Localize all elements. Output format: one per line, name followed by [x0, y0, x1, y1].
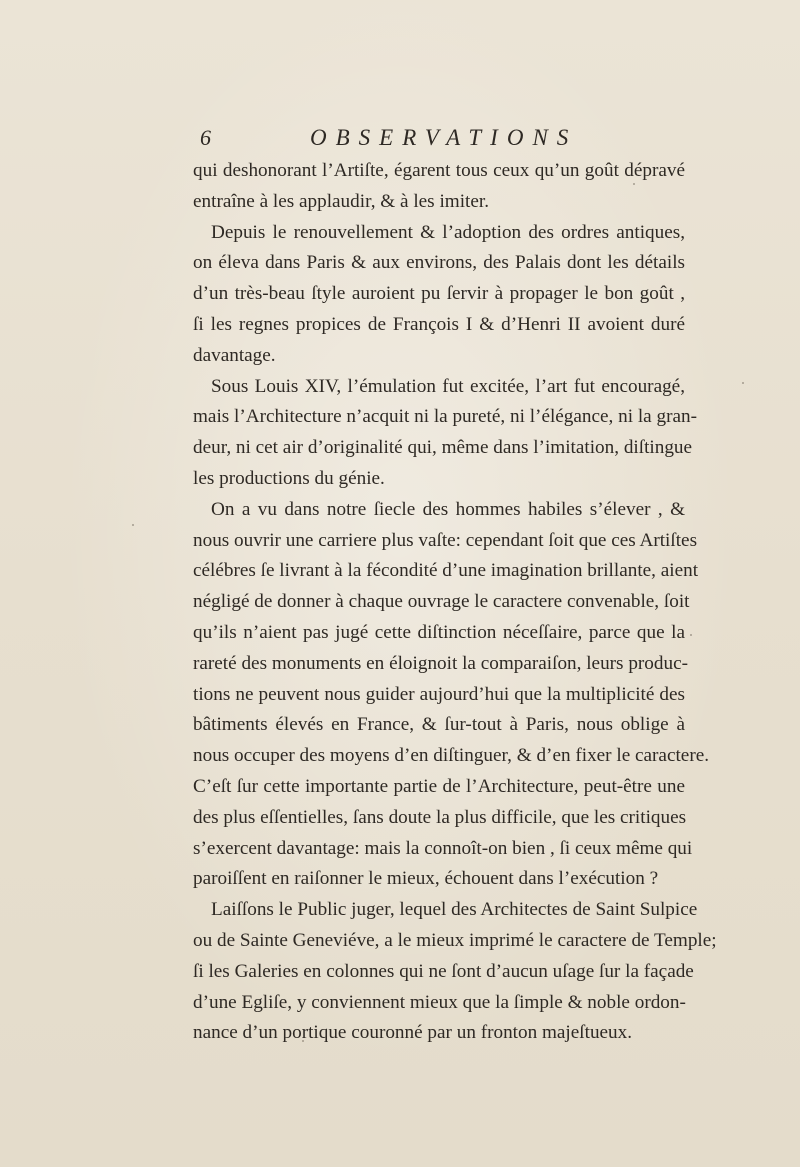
text-line: Sous Louis XIV, l’émulation fut excitée, l’art fut encouragé,: [211, 375, 685, 397]
text-line: les productions du génie.: [193, 467, 385, 489]
text-line: entraîne à les applaudir, & à les imiter.: [193, 190, 489, 212]
text-line: mais l’Architecture n’acquit ni la pureté, ni l’élégance, ni la gran-: [193, 406, 697, 428]
paper-speck: [302, 1040, 304, 1042]
text-line: qui deshonorant l’Artiſte, égarent tous ceux qu’un goût dépravé: [193, 160, 685, 181]
text-line: d’un très-beau ſtyle auroient pu ſervir à propager le bon goût ,: [193, 283, 685, 305]
page-header: [200, 124, 620, 152]
text-line: ſi les regnes propices de François I & d’Henri II avoient duré: [193, 313, 685, 335]
text-line: on éleva dans Paris & aux environs, des Palais dont les détails: [193, 252, 685, 274]
text-line: d’une Egliſe, y conviennent mieux que la ſimple & noble ordon-: [193, 991, 686, 1013]
text-line: nous occuper des moyens d’en diſtinguer, & d’en fixer le caractere.: [193, 745, 710, 767]
text-line: Depuis le renouvellement & l’adoption des ordres antiques,: [211, 221, 685, 243]
paper-speck: [132, 524, 134, 526]
text-line: célébres ſe livrant à la fécondité d’une imagination brillante, aient: [193, 560, 699, 582]
text-line: davantage.: [193, 344, 276, 366]
paper-speck: [690, 634, 692, 636]
text-line: qu’ils n’aient pas jugé cette diſtinction néceſſaire, parce que la: [193, 621, 685, 643]
page-number: 6: [200, 125, 211, 150]
paper-speck: [633, 183, 635, 185]
text-line: s’exercent davantage: mais la connoît-on bien , ſi ceux même qui: [193, 837, 693, 859]
text-line: Laiſſons le Public juger, lequel des Architectes de Saint Sulpice: [211, 899, 698, 921]
text-line: nous ouvrir une carriere plus vaſte: cependant ſoit que ces Artiſtes: [193, 529, 698, 551]
text-line: rareté des monuments en éloignoit la comparaiſon, leurs produc-: [193, 652, 688, 674]
text-line: On a vu dans notre ſiecle des hommes habiles s’élever , &: [211, 498, 685, 520]
text-line: paroiſſent en raiſonner le mieux, échouent dans l’exécution ?: [193, 868, 659, 890]
text-line: des plus eſſentielles, ſans doute la plus difficile, que les critiques: [193, 806, 687, 828]
text-line: négligé de donner à chaque ouvrage le caractere convenable, ſoit: [193, 591, 690, 613]
running-head: OBSERVATIONS: [310, 125, 578, 150]
text-line: C’eſt ſur cette importante partie de l’Architecture, peut-être une: [193, 775, 685, 797]
text-line: ſi les Galeries en colonnes qui ne ſont d’aucun uſage ſur la façade: [193, 960, 694, 982]
paper-speck: [742, 382, 744, 384]
text-line: bâtiments élevés en France, & ſur-tout à Paris, nous oblige à: [193, 714, 685, 736]
body-text: [193, 156, 717, 1049]
text-line: ou de Sainte Geneviéve, a le mieux imprimé le caractere de Temple;: [193, 929, 717, 951]
text-line: tions ne peuvent nous guider aujourd’hui que la multiplicité des: [193, 683, 685, 705]
text-line: nance d’un portique couronné par un fronton majeſtueux.: [193, 1022, 633, 1044]
text-line: deur, ni cet air d’originalité qui, même dans l’imitation, diſtingue: [193, 437, 693, 459]
